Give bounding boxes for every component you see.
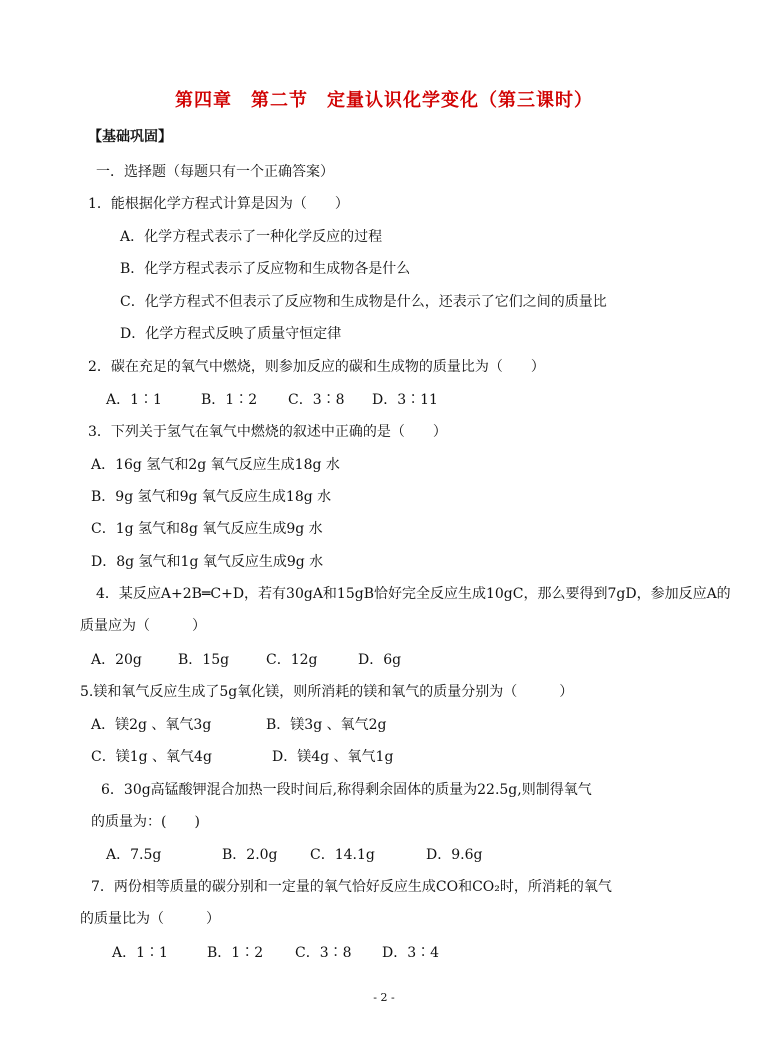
question-3-option-d: D．8g 氢气和1g 氧气反应生成9g 水 [91,554,324,570]
question-7-option-d: D．3∶4 [382,945,440,961]
question-4-option-a: A．20g [91,652,142,668]
part-heading: 一．选择题（每题只有一个正确答案） [96,164,334,180]
question-1-option-a: A．化学方程式表示了一种化学反应的过程 [120,229,383,245]
question-1-option-c: C．化学方程式不但表示了反应物和生成物是什么，还表示了它们之间的质量比 [120,294,607,310]
question-2-option-b: B．1∶2 [201,392,258,408]
question-5-stem: 5.镁和氧气反应生成了5g氧化镁，则所消耗的镁和氧气的质量分别为（ ） [80,684,574,700]
question-2-option-a: A．1∶1 [106,392,162,408]
question-4-stem-line-2: 质量应为（ ） [80,618,206,634]
question-3-option-b: B．9g 氢气和9g 氧气反应生成18g 水 [91,489,332,505]
question-4-option-c: C．12g [266,652,318,668]
question-1-option-d: D．化学方程式反映了质量守恒定律 [120,326,342,342]
page-title: 第四章 第二节 定量认识化学变化（第三课时） [175,90,593,111]
question-5-option-b: B．镁3g 、氧气2g [266,717,387,733]
question-1-stem: 1．能根据化学方程式计算是因为（ ） [88,196,349,212]
question-5-option-a: A．镁2g 、氧气3g [91,717,212,733]
question-6-option-a: A．7.5g [106,847,162,863]
question-6-stem-line-1: 6．30g高锰酸钾混合加热一段时间后,称得剩余固体的质量为22.5g,则制得氧气 [101,782,592,798]
question-3-option-c: C．1g 氢气和8g 氧气反应生成9g 水 [91,521,323,537]
question-6-option-c: C．14.1g [310,847,375,863]
question-5-option-c: C．镁1g 、氧气4g [91,749,212,765]
question-3-option-a: A．16g 氢气和2g 氧气反应生成18g 水 [91,457,340,473]
page-number: - 2 - [373,991,395,1004]
question-4-option-b: B．15g [178,652,230,668]
question-7-option-c: C．3∶8 [295,945,352,961]
question-2-stem: 2．碳在充足的氧气中燃烧，则参加反应的碳和生成物的质量比为（ ） [88,359,545,375]
question-4-stem-line-1: 4．某反应A+2B═C+D，若有30gA和15gB恰好完全反应生成10gC，那么要得到7gD，参加反应A的 [96,586,731,602]
question-6-stem-line-2: 的质量为：( ) [91,814,200,830]
question-5-option-d: D．镁4g 、氧气1g [272,749,394,765]
question-7-option-b: B．1∶2 [207,945,264,961]
question-6-option-d: D．9.6g [426,847,483,863]
question-1-option-b: B．化学方程式表示了反应物和生成物各是什么 [120,261,411,277]
question-2-option-c: C．3∶8 [288,392,345,408]
question-3-stem: 3．下列关于氢气在氧气中燃烧的叙述中正确的是（ ） [88,424,447,440]
question-4-option-d: D．6g [358,652,402,668]
section-heading: 【基础巩固】 [88,129,172,145]
question-6-option-b: B．2.0g [222,847,278,863]
question-7-stem-line-2: 的质量比为（ ） [80,911,220,927]
question-2-option-d: D．3∶11 [372,392,438,408]
question-7-stem-line-1: 7．两份相等质量的碳分别和一定量的氧气恰好反应生成CO和CO₂时，所消耗的氧气 [91,879,612,895]
question-7-option-a: A．1∶1 [112,945,168,961]
